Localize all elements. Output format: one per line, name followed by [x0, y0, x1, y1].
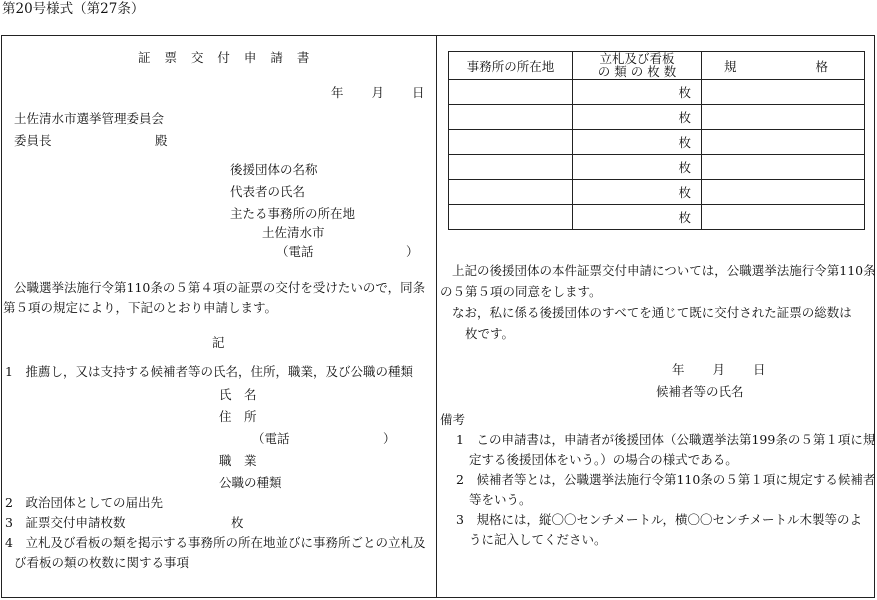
sign-count-cell[interactable] [573, 155, 702, 180]
col-spec-left: 規 [724, 58, 737, 74]
office-address-cell[interactable] [449, 105, 573, 130]
unit-label: 枚 [678, 160, 691, 176]
remark3-line1: 3 規格には，縦〇〇センチメートル，横〇〇センチメートル木製等のよ [456, 512, 862, 527]
candidate-office-type-label: 公職の種類 [219, 475, 282, 490]
spec-cell[interactable] [702, 80, 865, 105]
item1-heading: 1 推薦し，又は支持する候補者等の氏名，住所，職業，及び公職の種類 [5, 364, 413, 379]
addressee-org: 土佐清水市選挙管理委員会 [14, 111, 165, 126]
application-date: 年 月 日 [331, 85, 425, 100]
col-spec-right: 格 [815, 58, 828, 74]
sign-count-cell[interactable] [573, 105, 702, 130]
item4-heading-line1: 4 立札及び看板の類を掲示する事務所の所在地並びに事務所ごとの立札及 [5, 535, 426, 550]
remark2-line2: 等をいう。 [469, 492, 532, 507]
unit-label: 枚 [678, 110, 691, 126]
form-title: 証 票 交 付 申 請 書 [138, 50, 310, 65]
sign-count-cell[interactable] [573, 80, 702, 105]
table-row [449, 180, 865, 205]
rep-name-label: 代表者の氏名 [230, 184, 306, 199]
sign-count-cell[interactable] [573, 205, 702, 230]
remarks-title: 備考 [440, 412, 466, 427]
item2-heading: 2 政治団体としての届出先 [5, 495, 163, 510]
col-sign-count-line2: の 類 の 枚 数 [597, 64, 677, 80]
office-address-cell[interactable] [449, 80, 573, 105]
group-name-label: 後援団体の名称 [230, 162, 318, 177]
remark2-line1: 2 候補者等とは，公職選挙法施行令第110条の５第１項に規定する候補者 [456, 472, 876, 487]
candidate-address-label: 住 所 [219, 409, 257, 424]
remark3-line2: うに記入してください。 [469, 532, 607, 547]
request-paragraph-line2: 第５項の規定により，下記のとおり申請します。 [3, 300, 278, 315]
column-divider [436, 36, 437, 598]
consent-line2: の５第５項の同意をします。 [440, 284, 602, 299]
spec-cell[interactable] [702, 205, 865, 230]
phone-open: （電話 [276, 244, 314, 259]
total-line1: なお，私に係る後援団体のすべてを通じて既に交付された証票の総数は [452, 305, 852, 320]
sign-count-cell[interactable] [573, 130, 702, 155]
unit-label: 枚 [678, 210, 691, 226]
item3-heading: 3 証票交付申請枚数 [5, 515, 126, 530]
candidate-phone-open: （電話 [252, 431, 290, 446]
unit-label: 枚 [678, 85, 691, 101]
unit-label: 枚 [678, 135, 691, 151]
city-label: 土佐清水市 [262, 225, 325, 240]
office-address-cell[interactable] [449, 180, 573, 205]
spec-cell[interactable] [702, 105, 865, 130]
candidate-name-label: 氏 名 [219, 387, 257, 402]
consent-date: 年 月 日 [672, 362, 766, 377]
office-address-cell[interactable] [449, 155, 573, 180]
item3-unit: 枚 [231, 515, 244, 530]
table-row [449, 155, 865, 180]
spec-cell[interactable] [702, 130, 865, 155]
signboard-table [448, 51, 865, 230]
candidate-name-sign-label: 候補者等の氏名 [656, 384, 744, 399]
consent-line1: 上記の後援団体の本件証票交付申請については，公職選挙法施行令第110条 [452, 263, 876, 278]
sign-count-cell[interactable] [573, 180, 702, 205]
table-header-row [449, 52, 865, 80]
honorific: 殿 [155, 133, 168, 148]
candidate-phone-close: ） [383, 431, 396, 446]
table-row [449, 105, 865, 130]
office-address-cell[interactable] [449, 130, 573, 155]
remark1-line2: 定する後援団体をいう。）の場合の様式である。 [469, 452, 738, 467]
col-spec [702, 52, 865, 80]
office-address-label: 主たる事務所の所在地 [230, 206, 356, 221]
office-address-cell[interactable] [449, 205, 573, 230]
table-row [449, 80, 865, 105]
remark1-line1: 1 この申請書は，申請者が後援団体（公職選挙法第199条の５第１項に規 [456, 432, 876, 447]
total-line2: 枚です。 [465, 326, 515, 341]
spec-cell[interactable] [702, 155, 865, 180]
table-row [449, 130, 865, 155]
addressee-title: 委員長 [14, 133, 52, 148]
candidate-job-label: 職 業 [219, 453, 257, 468]
col-sign-count-line1: 立札及び看板 [599, 51, 675, 66]
col-sign-count [573, 52, 702, 80]
unit-label: 枚 [678, 185, 691, 201]
ki-heading: 記 [212, 335, 225, 350]
phone-close: ） [406, 244, 419, 259]
item4-heading-line2: び看板の類の枚数に関する事項 [14, 555, 190, 570]
request-paragraph-line1: 公職選挙法施行令第110条の５第４項の証票の交付を受けたいので，同条 [14, 280, 426, 295]
spec-cell[interactable] [702, 180, 865, 205]
form-number: 第20号様式（第27条） [2, 1, 145, 17]
table-row [449, 205, 865, 230]
col-office-address: 事務所の所在地 [449, 52, 573, 80]
